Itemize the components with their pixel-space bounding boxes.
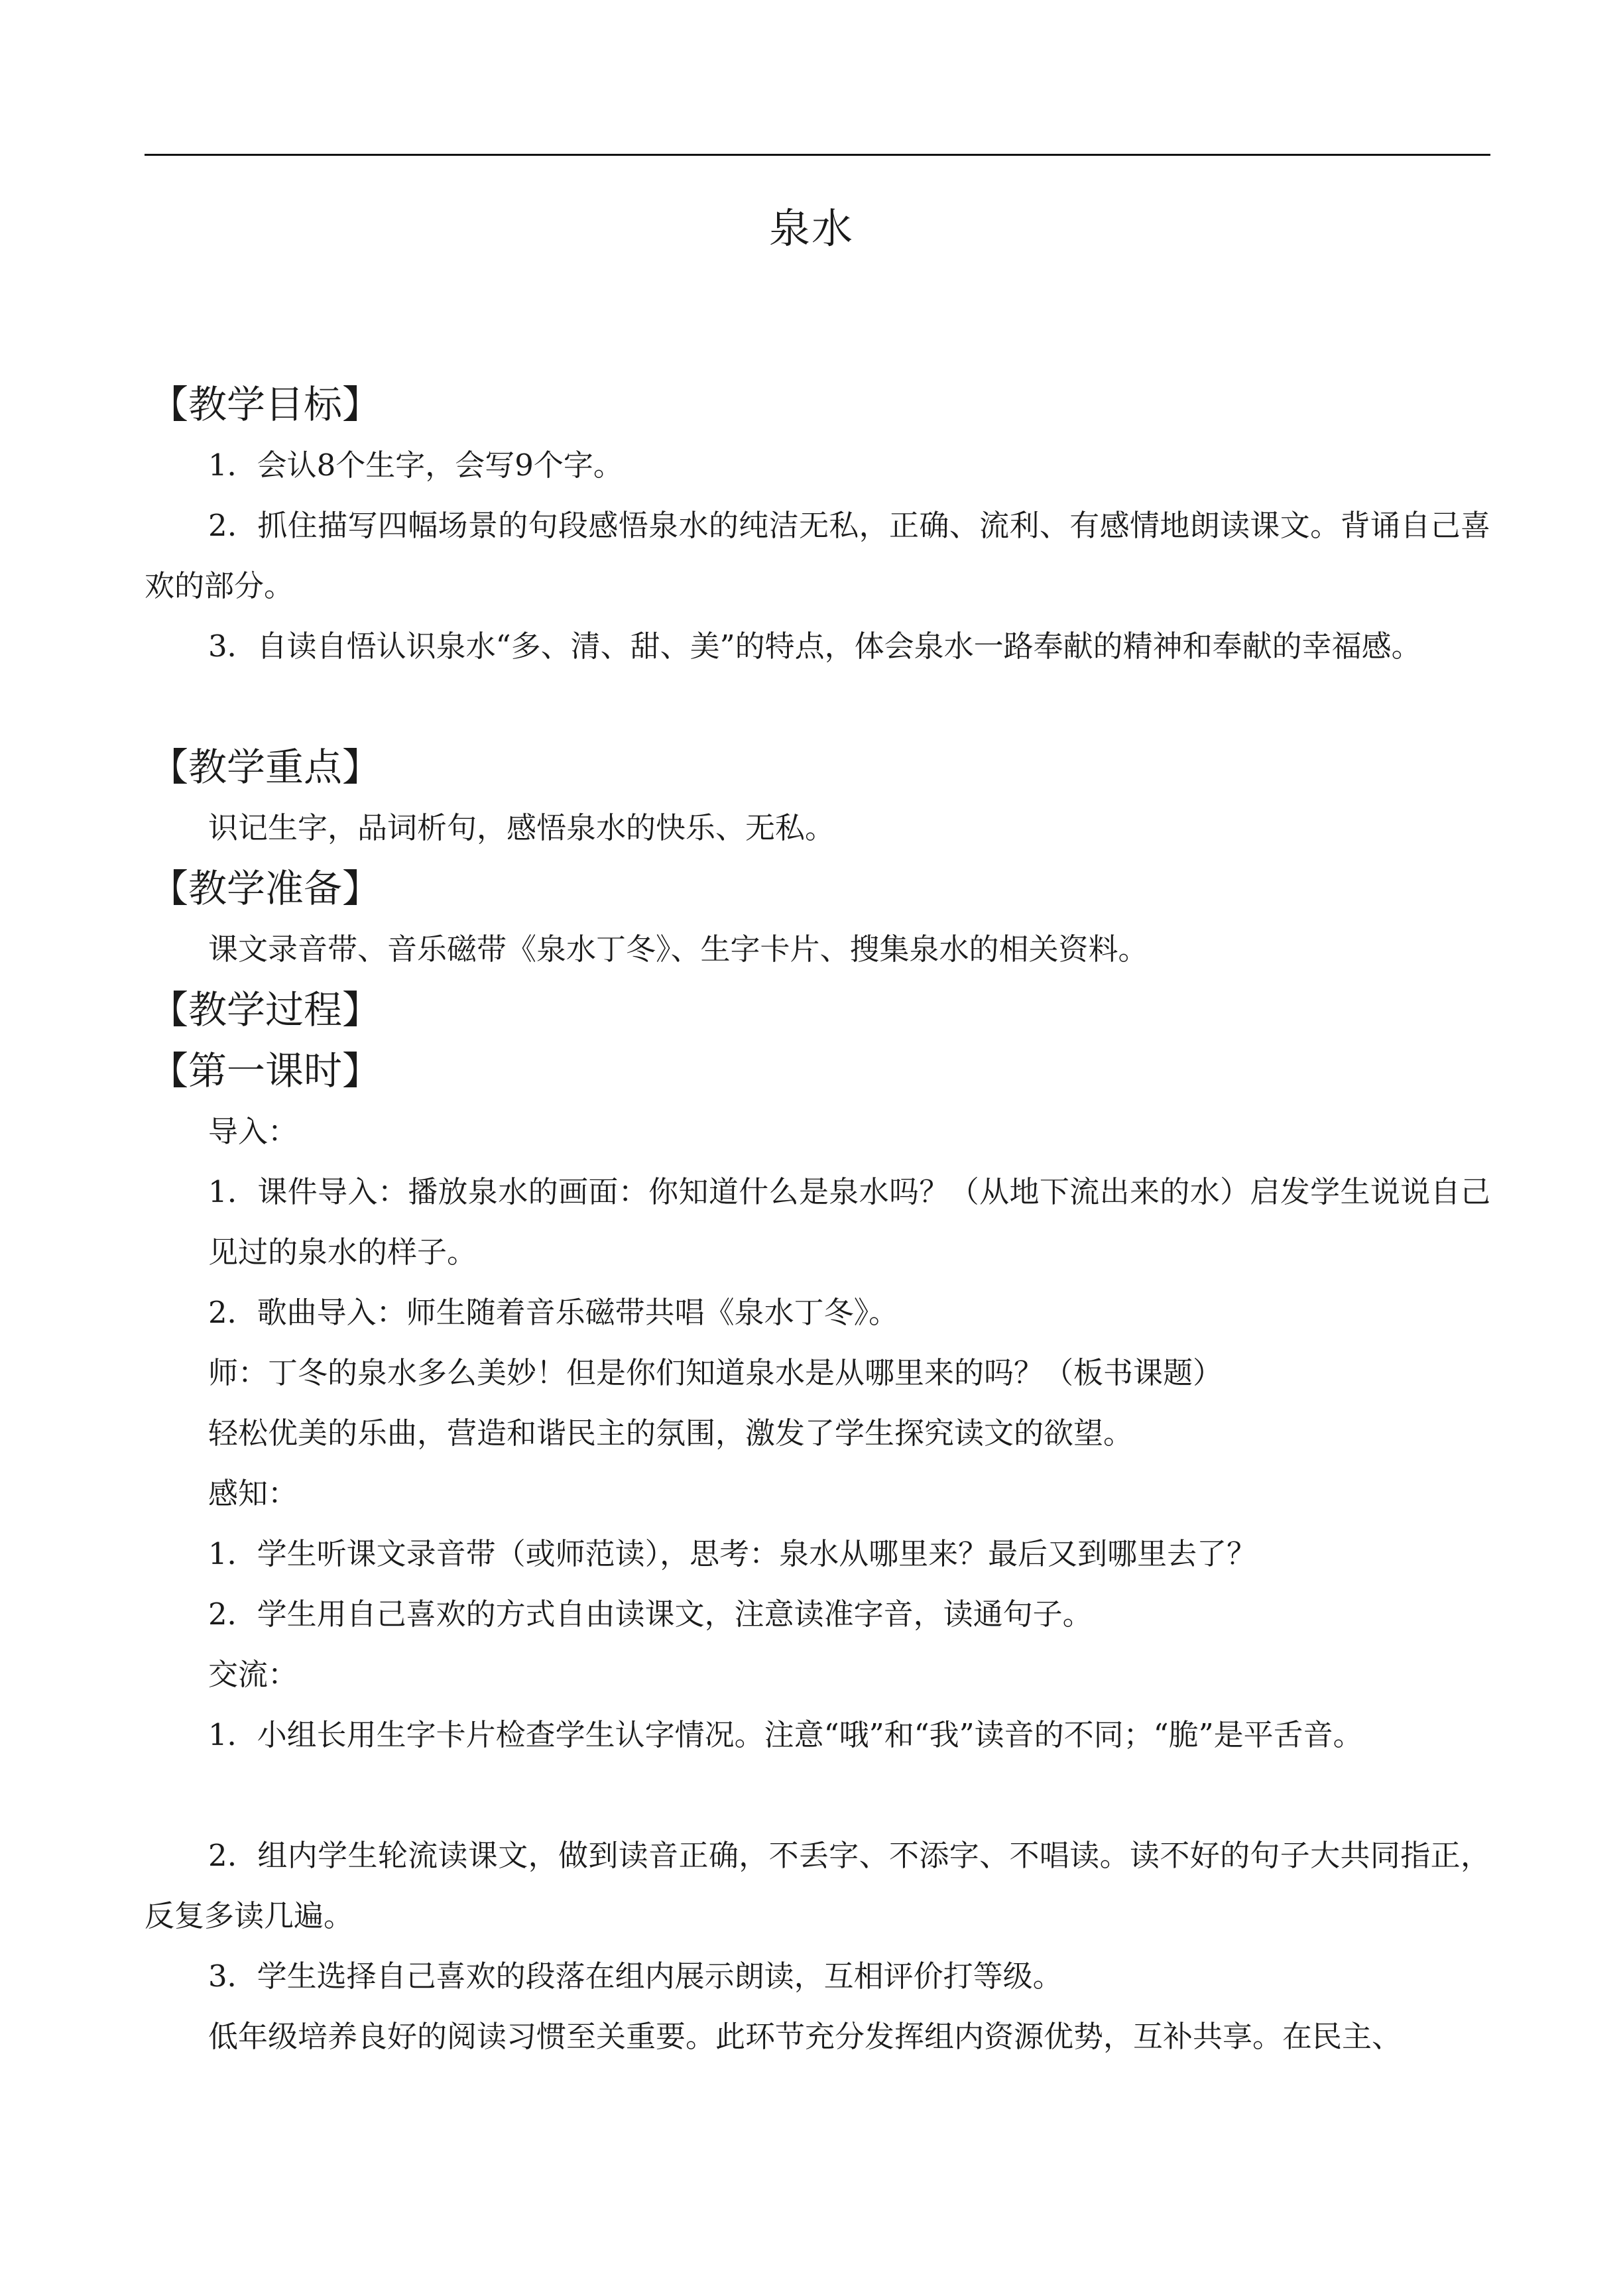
exchange-item: 3．学生选择自己喜欢的段落在组内展示朗读，互相评价打等级。 — [208, 1959, 1063, 1994]
intro-item: 2．歌曲导入：师生随着音乐磁带共唱《泉水丁冬》。 — [208, 1295, 899, 1330]
perception-item: 2．学生用自己喜欢的方式自由读课文，注意读准字音，读通句子。 — [208, 1597, 1093, 1632]
intro-item: 轻松优美的乐曲，营造和谐民主的氛围，激发了学生探究读文的欲望。 — [208, 1416, 1134, 1451]
preparation-heading: 【教学准备】 — [150, 866, 381, 911]
perception-label: 感知： — [208, 1476, 298, 1511]
goal-item: 3．自读自悟认识泉水“多、清、甜、美”的特点，体会泉水一路奉献的精神和奉献的幸福感。 — [208, 629, 1421, 664]
perception-item: 1．学生听课文录音带（或师范读），思考：泉水从哪里来？最后又到哪里去了？ — [208, 1536, 1257, 1571]
intro-item: 师：丁冬的泉水多么美妙！但是你们知道泉水是从哪里来的吗？（板书课题） — [208, 1355, 1223, 1390]
exchange-label: 交流： — [208, 1657, 298, 1692]
goal-item: 2．抓住描写四幅场景的句段感悟泉水的纯洁无私，正确、流利、有感情地朗读课文。背诵自己喜欢的部分。 — [145, 508, 1490, 603]
intro-item: 1．课件导入：播放泉水的画面：你知道什么是泉水吗？（从地下流出来的水）启发学生说说自己见过的泉水的样子。 — [208, 1174, 1490, 1270]
lesson-one-heading: 【第一课时】 — [150, 1048, 381, 1093]
intro-label: 导入： — [208, 1114, 298, 1149]
exchange-item: 低年级培养良好的阅读习惯至关重要。此环节充分发挥组内资源优势，互补共享。在民主、 — [208, 2019, 1402, 2054]
header-rule — [145, 154, 1490, 156]
goal-item: 1．会认8个生字，会写9个字。 — [208, 448, 623, 483]
exchange-item: 1．小组长用生字卡片检查学生认字情况。注意“哦”和“我”读音的不同；“脆”是平舌音。 — [208, 1717, 1363, 1752]
goals-heading: 【教学目标】 — [150, 382, 381, 427]
key-points-heading: 【教学重点】 — [150, 745, 381, 790]
exchange-item: 2．组内学生轮流读课文，做到读音正确，不丢字、不添字、不唱读。读不好的句子大共同指正，反复多读几遍。 — [145, 1838, 1490, 1933]
preparation-text: 课文录音带、音乐磁带《泉水丁冬》、生字卡片、搜集泉水的相关资料。 — [208, 932, 1148, 967]
key-points-text: 识记生字，品词析句，感悟泉水的快乐、无私。 — [208, 810, 835, 845]
document-title: 泉水 — [768, 204, 854, 253]
process-heading: 【教学过程】 — [150, 987, 381, 1032]
document-body — [145, 374, 1490, 2067]
